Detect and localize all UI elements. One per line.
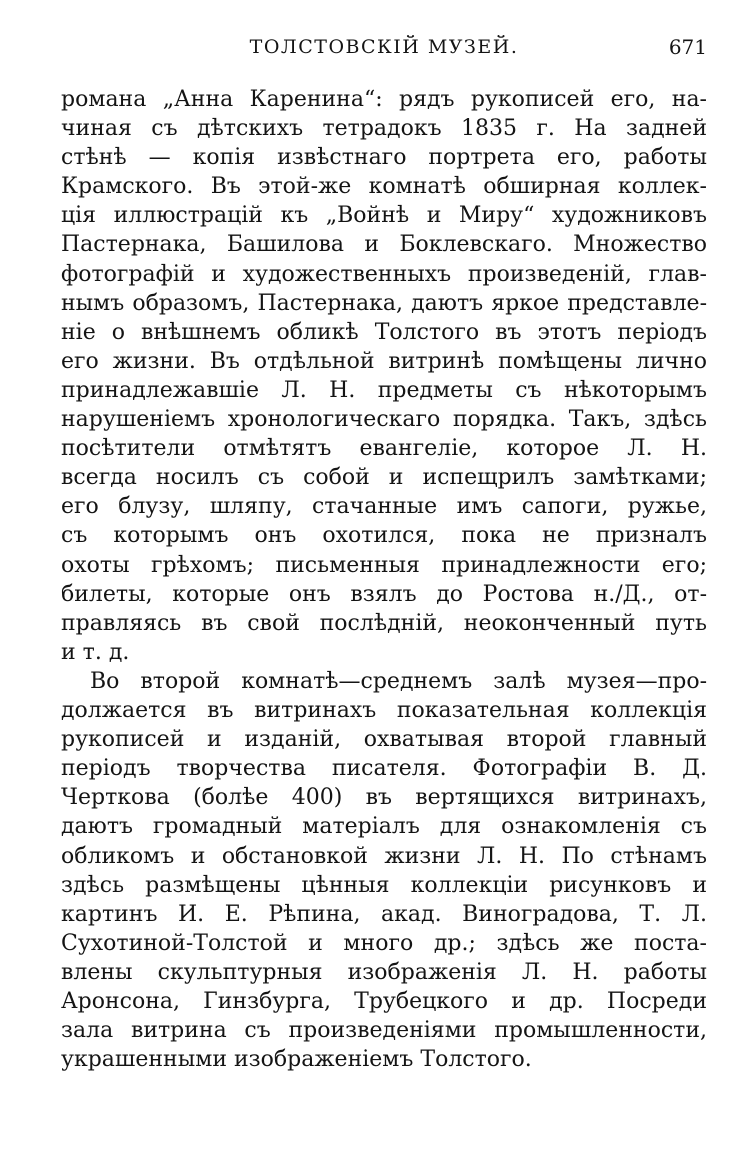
text-line: Пастернака, Башилова и Боклевскаго. Множество [61,232,707,258]
text-line: чиная съ дѣтскихъ тетрадокъ 1835 г. На задней [61,116,707,142]
page-header [61,30,707,64]
text-line: билеты, которые онъ взялъ до Ростова н./Д., от- [61,581,707,607]
text-line: Аронсона, Гинзбурга, Трубецкого и др. Посреди [61,989,707,1015]
text-line: Во второй комнатѣ—среднемъ залѣ музея—про- [90,669,707,694]
text-line: Крамского. Въ этой-же комнатѣ обширная коллек- [61,174,707,200]
running-title: ТОЛСТОВСКІЙ МУЗЕЙ. [249,36,519,58]
text-line: съ которымъ онъ охотился, пока не призналъ [61,523,707,549]
text-line: Черткова (болѣе 400) въ вертящихся витринахъ, [61,785,707,811]
text-line: ніе о внѣшнемъ обликѣ Толстого въ этотъ періодъ [61,319,707,345]
text-line: Сухотиной-Толстой и много др.; здѣсь же поста- [61,930,707,956]
text-line: романа „Анна Каренина“: рядъ рукописей его, на- [61,87,707,112]
text-line: всегда носилъ съ собой и испещрилъ замѣтками; [61,465,707,491]
text-line: періодъ творчества писателя. Фотографіи В. Д. [61,756,707,782]
text-line: нарушеніемъ хронологическаго порядка. Такъ, здѣсь [61,407,707,433]
page-number: 671 [668,35,707,59]
text-line: здѣсь размѣщены цѣнныя коллекціи рисунковъ и [61,872,707,898]
text-line: фотографій и художественныхъ произведеній, глав- [61,261,707,287]
text-line: его блузу, шляпу, стачанные имъ сапоги, ружье, [61,494,707,520]
paragraph-1 [61,85,707,667]
text-line: даютъ громадный матеріалъ для ознакомленія съ [61,814,707,840]
text-line: принадлежавшіе Л. Н. предметы съ нѣкоторымъ [61,377,707,403]
text-line: ція иллюстрацій къ „Войнѣ и Миру“ художниковъ [61,203,707,229]
text-line: нымъ образомъ, Пастернака, даютъ яркое представле- [61,290,707,316]
text-line: посѣтители отмѣтятъ евангеліе, которое Л. Н. [61,436,707,462]
text-line: рукописей и изданій, охватывая второй главный [61,727,707,753]
text-line: украшенными изображеніемъ Толстого. [61,1047,532,1073]
text-line: влены скульптурныя изображенія Л. Н. работы [61,959,707,985]
text-line: правляясь въ свой послѣдній, неоконченный путь [61,610,707,636]
text-line: картинъ И. Е. Рѣпина, акад. Виноградова, Т. Л. [61,901,707,927]
text-line: должается въ витринахъ показательная коллекція [61,698,707,724]
text-line: зала витрина съ произведеніями промышленности, [61,1018,707,1044]
text-line: его жизни. Въ отдѣльной витринѣ помѣщены лично [61,348,707,374]
paragraph-2 [61,667,707,1074]
text-line: охоты грѣхомъ; письменныя принадлежности его; [61,552,707,578]
text-line: обликомъ и обстановкой жизни Л. Н. По стѣнамъ [61,843,707,869]
text-line: и т. д. [61,639,130,665]
text-line: стѣнѣ — копія извѣстнаго портрета его, работы [61,145,707,171]
